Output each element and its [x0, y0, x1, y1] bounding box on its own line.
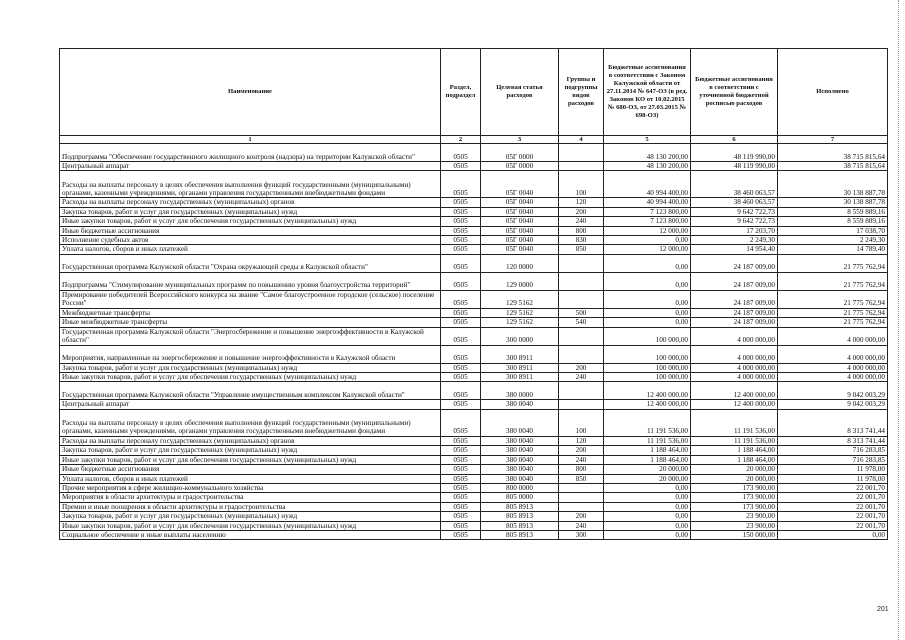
cell-name: Государственная программа Калужской области "Охрана окружающей среды в Калужской области" [60, 254, 441, 272]
header-expense-group: Группы и подгруппы видов расходов [559, 49, 604, 136]
column-number: 6 [691, 136, 778, 144]
table-row [60, 521, 888, 530]
cell-executed: 9 042 003,29 [778, 400, 888, 409]
cell-section: 0505 [441, 493, 481, 502]
cell-name: Закупка товаров, работ и услуг для государственных (муниципальных) нужд [60, 207, 441, 216]
cell-law-allocation: 11 191 536,00 [604, 409, 691, 436]
cell-target-article: 380 0040 [481, 455, 559, 464]
cell-budget-list: 48 119 990,00 [691, 162, 778, 171]
cell-law-allocation: 0,00 [604, 512, 691, 521]
cell-name: Закупка товаров, работ и услуг для государственных (муниципальных) нужд [60, 446, 441, 455]
cell-executed: 38 715 815,64 [778, 162, 888, 171]
cell-budget-list: 1 188 464,00 [691, 455, 778, 464]
cell-name: Расходы на выплаты персоналу в целях обеспечения выполнения функций государственными (муниципальными) органами, казенными учреждениями, органами управления государственными внебюджетными фондами [60, 409, 441, 436]
table-row [60, 245, 888, 254]
budget-table [59, 48, 888, 540]
cell-section: 0505 [441, 345, 481, 363]
cell-name: Премии и иные поощрения в области архитектуры и градостроительства [60, 502, 441, 511]
cell-name: Социальное обеспечение и иные выплаты населению [60, 530, 441, 539]
cell-expense-group: 850 [559, 245, 604, 254]
cell-budget-list: 1 188 464,00 [691, 446, 778, 455]
table-row [60, 409, 888, 436]
cell-executed: 2 249,30 [778, 236, 888, 245]
cell-expense-group [559, 254, 604, 272]
cell-expense-group: 200 [559, 207, 604, 216]
cell-section: 0505 [441, 327, 481, 345]
column-number: 7 [778, 136, 888, 144]
cell-target-article: 805 8913 [481, 521, 559, 530]
cell-budget-list: 24 187 009,00 [691, 290, 778, 308]
cell-executed: 21 775 762,94 [778, 272, 888, 290]
cell-executed: 9 042 003,29 [778, 382, 888, 400]
cell-section: 0505 [441, 318, 481, 327]
cell-law-allocation: 0,00 [604, 483, 691, 492]
header-name: Наименование [60, 49, 441, 136]
cell-section: 0505 [441, 436, 481, 445]
cell-expense-group: 120 [559, 198, 604, 207]
cell-target-article: 380 0040 [481, 436, 559, 445]
table-row [60, 272, 888, 290]
cell-budget-list: 24 187 009,00 [691, 308, 778, 317]
cell-budget-list: 14 954,40 [691, 245, 778, 254]
cell-section: 0505 [441, 144, 481, 162]
cell-expense-group: 240 [559, 217, 604, 226]
cell-name: Расходы на выплаты персоналу в целях обеспечения выполнения функций государственными (муниципальными) органами, казенными учреждениями, органами управления государственными внебюджетными фондами [60, 171, 441, 198]
table-row [60, 400, 888, 409]
cell-budget-list: 38 460 063,57 [691, 198, 778, 207]
cell-name: Расходы на выплаты персоналу государственных (муниципальных) органов [60, 198, 441, 207]
cell-target-article: 300 8911 [481, 345, 559, 363]
cell-expense-group [559, 493, 604, 502]
cell-executed: 21 775 762,94 [778, 318, 888, 327]
cell-section: 0505 [441, 198, 481, 207]
table-row [60, 162, 888, 171]
cell-executed: 4 000 000,00 [778, 363, 888, 372]
cell-executed: 38 715 815,64 [778, 144, 888, 162]
cell-budget-list: 2 249,30 [691, 236, 778, 245]
cell-law-allocation: 20 000,00 [604, 474, 691, 483]
column-number: 5 [604, 136, 691, 144]
column-number: 2 [441, 136, 481, 144]
cell-section: 0505 [441, 171, 481, 198]
cell-target-article: 805 8913 [481, 530, 559, 539]
cell-section: 0505 [441, 474, 481, 483]
cell-law-allocation: 0,00 [604, 290, 691, 308]
cell-name: Центральный аппарат [60, 400, 441, 409]
cell-executed: 716 283,85 [778, 446, 888, 455]
cell-law-allocation: 100 000,00 [604, 363, 691, 372]
cell-executed: 11 978,00 [778, 465, 888, 474]
cell-name: Иные закупки товаров, работ и услуг для обеспечения государственных (муниципальных) нужд [60, 455, 441, 464]
column-number: 4 [559, 136, 604, 144]
cell-law-allocation: 0,00 [604, 530, 691, 539]
cell-target-article: 380 0040 [481, 409, 559, 436]
table-row [60, 363, 888, 372]
cell-target-article: 805 0000 [481, 493, 559, 502]
column-number: 1 [60, 136, 441, 144]
cell-name: Иные межбюджетные трансферты [60, 318, 441, 327]
cell-law-allocation: 48 130 200,00 [604, 162, 691, 171]
table-row [60, 345, 888, 363]
cell-name: Премирование победителей Всероссийского конкурса на звание "Самое благоустроенное городское (сельское) поселение России" [60, 290, 441, 308]
cell-budget-list: 4 000 000,00 [691, 373, 778, 382]
cell-executed: 4 000 000,00 [778, 327, 888, 345]
cell-expense-group: 240 [559, 373, 604, 382]
cell-name: Уплата налогов, сборов и иных платежей [60, 245, 441, 254]
cell-budget-list: 173 900,00 [691, 483, 778, 492]
table-row [60, 217, 888, 226]
cell-name: Подпрограмма "Стимулирование муниципальных программ по повышению уровня благоустройства территорий" [60, 272, 441, 290]
table-row [60, 171, 888, 198]
table-row [60, 198, 888, 207]
cell-expense-group: 500 [559, 308, 604, 317]
cell-law-allocation: 11 191 536,00 [604, 436, 691, 445]
cell-executed: 8 559 889,16 [778, 217, 888, 226]
cell-target-article: 380 0000 [481, 382, 559, 400]
header-target-article: Целевая статья расходов [481, 49, 559, 136]
cell-section: 0505 [441, 308, 481, 317]
table-row [60, 465, 888, 474]
cell-name: Иные закупки товаров, работ и услуг для обеспечения государственных (муниципальных) нужд [60, 217, 441, 226]
header-law-allocations: Бюджетные ассигнования в соответствии с Законом Калужской области от 27.11.2014 № 647-ОЗ (в ред. Законов КО от 10.02.2015 № 680-ОЗ, от 27.03.2015 № 698-ОЗ) [604, 49, 691, 136]
cell-name: Иные бюджетные ассигнования [60, 465, 441, 474]
cell-target-article: 05Г 0040 [481, 198, 559, 207]
cell-budget-list: 24 187 009,00 [691, 272, 778, 290]
cell-law-allocation: 0,00 [604, 493, 691, 502]
cell-section: 0505 [441, 521, 481, 530]
cell-section: 0505 [441, 207, 481, 216]
cell-target-article: 300 8911 [481, 373, 559, 382]
cell-executed: 17 038,70 [778, 226, 888, 235]
table-row [60, 502, 888, 511]
cell-executed: 0,00 [778, 530, 888, 539]
cell-name: Центральный аппарат [60, 162, 441, 171]
cell-expense-group: 800 [559, 226, 604, 235]
cell-target-article: 380 0040 [481, 465, 559, 474]
cell-name: Подпрограмма "Обеспечение государственного жилищного контроля (надзора) на территории Калужской области" [60, 144, 441, 162]
cell-law-allocation: 1 188 464,00 [604, 455, 691, 464]
cell-executed: 716 283,85 [778, 455, 888, 464]
cell-target-article: 805 8913 [481, 502, 559, 511]
cell-budget-list: 11 191 536,00 [691, 436, 778, 445]
cell-executed: 8 559 889,16 [778, 207, 888, 216]
cell-target-article: 05Г 0040 [481, 207, 559, 216]
cell-section: 0505 [441, 272, 481, 290]
cell-name: Прочие мероприятия в сфере жилищно-коммунального хозяйства [60, 483, 441, 492]
cell-budget-list: 12 400 000,00 [691, 382, 778, 400]
cell-name: Исполнение судебных актов [60, 236, 441, 245]
cell-executed: 4 000 000,00 [778, 373, 888, 382]
cell-law-allocation: 12 000,00 [604, 245, 691, 254]
cell-budget-list: 173 900,00 [691, 493, 778, 502]
header-section: Раздел, подраздел [441, 49, 481, 136]
cell-expense-group: 100 [559, 171, 604, 198]
cell-section: 0505 [441, 446, 481, 455]
table-row [60, 382, 888, 400]
cell-section: 0505 [441, 382, 481, 400]
cell-target-article: 300 8911 [481, 363, 559, 372]
cell-target-article: 05Г 0000 [481, 162, 559, 171]
cell-name: Мероприятия, направленные на энергосбережение и повышение энергоэффективности в Калужской области [60, 345, 441, 363]
cell-target-article: 05Г 0040 [481, 245, 559, 254]
cell-name: Иные закупки товаров, работ и услуг для обеспечения государственных (муниципальных) нужд [60, 521, 441, 530]
cell-budget-list: 48 119 990,00 [691, 144, 778, 162]
table-row [60, 530, 888, 539]
cell-law-allocation: 0,00 [604, 308, 691, 317]
cell-executed: 11 978,00 [778, 474, 888, 483]
cell-executed: 22 001,70 [778, 493, 888, 502]
cell-name: Закупка товаров, работ и услуг для государственных (муниципальных) нужд [60, 363, 441, 372]
cell-target-article: 05Г 0040 [481, 171, 559, 198]
cell-name: Мероприятия в области архитектуры и градостроительства [60, 493, 441, 502]
cell-executed: 4 000 000,00 [778, 345, 888, 363]
cell-section: 0505 [441, 483, 481, 492]
cell-budget-list: 38 460 063,57 [691, 171, 778, 198]
cell-expense-group [559, 162, 604, 171]
table-row [60, 236, 888, 245]
cell-target-article: 05Г 0000 [481, 144, 559, 162]
cell-law-allocation: 48 130 200,00 [604, 144, 691, 162]
cell-law-allocation: 100 000,00 [604, 327, 691, 345]
cell-expense-group [559, 400, 604, 409]
cell-budget-list: 12 400 000,00 [691, 400, 778, 409]
column-number-row [60, 136, 888, 144]
table-row [60, 207, 888, 216]
header-budget-list: Бюджетные ассигнования в соответствии с уточненной бюджетной росписью расходов [691, 49, 778, 136]
cell-target-article: 05Г 0040 [481, 217, 559, 226]
table-row [60, 474, 888, 483]
cell-name: Государственная программа Калужской области "Энергосбережение и повышение энергоэффективности в Калужской области" [60, 327, 441, 345]
cell-expense-group [559, 502, 604, 511]
cell-budget-list: 20 000,00 [691, 465, 778, 474]
table-row [60, 144, 888, 162]
cell-budget-list: 9 642 722,73 [691, 217, 778, 226]
cell-budget-list: 20 000,00 [691, 474, 778, 483]
table-row [60, 308, 888, 317]
cell-budget-list: 4 000 000,00 [691, 363, 778, 372]
cell-budget-list: 23 900,00 [691, 521, 778, 530]
cell-executed: 22 001,70 [778, 483, 888, 492]
table-row [60, 493, 888, 502]
cell-section: 0505 [441, 363, 481, 372]
cell-expense-group: 200 [559, 363, 604, 372]
cell-section: 0505 [441, 530, 481, 539]
cell-name: Закупка товаров, работ и услуг для государственных (муниципальных) нужд [60, 512, 441, 521]
cell-section: 0505 [441, 245, 481, 254]
cell-expense-group: 850 [559, 474, 604, 483]
cell-executed: 21 775 762,94 [778, 290, 888, 308]
cell-budget-list: 24 187 009,00 [691, 254, 778, 272]
cell-target-article: 129 5162 [481, 308, 559, 317]
cell-section: 0505 [441, 512, 481, 521]
cell-executed: 22 001,70 [778, 502, 888, 511]
page-edge-line [898, 0, 900, 640]
cell-executed: 30 138 887,78 [778, 171, 888, 198]
cell-section: 0505 [441, 290, 481, 308]
cell-executed: 21 775 762,94 [778, 308, 888, 317]
cell-section: 0505 [441, 409, 481, 436]
cell-target-article: 380 0040 [481, 446, 559, 455]
cell-executed: 8 313 741,44 [778, 436, 888, 445]
cell-expense-group: 200 [559, 512, 604, 521]
table-row [60, 483, 888, 492]
table-row [60, 318, 888, 327]
cell-name: Государственная программа Калужской области "Управление имущественным комплексом Калужской области" [60, 382, 441, 400]
column-number: 3 [481, 136, 559, 144]
cell-law-allocation: 0,00 [604, 254, 691, 272]
cell-budget-list: 17 203,70 [691, 226, 778, 235]
header-executed: Исполнено [778, 49, 888, 136]
cell-section: 0505 [441, 254, 481, 272]
cell-target-article: 05Г 0040 [481, 226, 559, 235]
cell-law-allocation: 7 123 800,00 [604, 217, 691, 226]
table-row [60, 290, 888, 308]
cell-law-allocation: 1 188 464,00 [604, 446, 691, 455]
table-body [60, 144, 888, 540]
table-row [60, 436, 888, 445]
cell-law-allocation: 0,00 [604, 318, 691, 327]
cell-expense-group: 800 [559, 465, 604, 474]
cell-expense-group: 100 [559, 409, 604, 436]
cell-law-allocation: 40 994 400,00 [604, 171, 691, 198]
cell-executed: 22 001,70 [778, 512, 888, 521]
cell-law-allocation: 12 400 000,00 [604, 382, 691, 400]
cell-budget-list: 4 000 000,00 [691, 345, 778, 363]
cell-section: 0505 [441, 400, 481, 409]
cell-law-allocation: 0,00 [604, 502, 691, 511]
cell-target-article: 300 0000 [481, 327, 559, 345]
cell-law-allocation: 0,00 [604, 272, 691, 290]
cell-executed: 14 789,40 [778, 245, 888, 254]
cell-target-article: 380 0040 [481, 400, 559, 409]
cell-name: Уплата налогов, сборов и иных платежей [60, 474, 441, 483]
table-row [60, 254, 888, 272]
cell-budget-list: 11 191 536,00 [691, 409, 778, 436]
cell-law-allocation: 12 400 000,00 [604, 400, 691, 409]
cell-target-article: 05Г 0040 [481, 236, 559, 245]
cell-section: 0505 [441, 502, 481, 511]
budget-sheet [59, 48, 887, 540]
table-row [60, 512, 888, 521]
cell-target-article: 805 8913 [481, 512, 559, 521]
cell-expense-group: 200 [559, 446, 604, 455]
cell-budget-list: 150 000,00 [691, 530, 778, 539]
cell-expense-group: 240 [559, 521, 604, 530]
cell-law-allocation: 7 123 800,00 [604, 207, 691, 216]
cell-section: 0505 [441, 465, 481, 474]
cell-expense-group: 830 [559, 236, 604, 245]
cell-target-article: 120 0000 [481, 254, 559, 272]
cell-executed: 8 313 741,44 [778, 409, 888, 436]
table-row [60, 327, 888, 345]
cell-law-allocation: 20 000,00 [604, 465, 691, 474]
cell-law-allocation: 12 000,00 [604, 226, 691, 235]
cell-section: 0505 [441, 162, 481, 171]
cell-target-article: 380 0040 [481, 474, 559, 483]
cell-expense-group [559, 483, 604, 492]
cell-section: 0505 [441, 236, 481, 245]
cell-target-article: 129 0000 [481, 272, 559, 290]
cell-expense-group [559, 345, 604, 363]
cell-section: 0505 [441, 226, 481, 235]
cell-law-allocation: 0,00 [604, 521, 691, 530]
cell-expense-group [559, 272, 604, 290]
cell-law-allocation: 40 994 400,00 [604, 198, 691, 207]
cell-expense-group: 240 [559, 455, 604, 464]
cell-executed: 30 138 887,78 [778, 198, 888, 207]
table-row [60, 226, 888, 235]
cell-section: 0505 [441, 217, 481, 226]
cell-target-article: 800 0000 [481, 483, 559, 492]
cell-law-allocation: 100 000,00 [604, 345, 691, 363]
cell-budget-list: 24 187 009,00 [691, 318, 778, 327]
cell-executed: 21 775 762,94 [778, 254, 888, 272]
cell-name: Иные закупки товаров, работ и услуг для обеспечения государственных (муниципальных) нужд [60, 373, 441, 382]
cell-name: Иные бюджетные ассигнования [60, 226, 441, 235]
cell-budget-list: 23 900,00 [691, 512, 778, 521]
cell-expense-group: 540 [559, 318, 604, 327]
cell-name: Расходы на выплаты персоналу государственных (муниципальных) органов [60, 436, 441, 445]
page-number: 201 [877, 606, 889, 613]
cell-target-article: 129 5162 [481, 290, 559, 308]
cell-section: 0505 [441, 373, 481, 382]
cell-law-allocation: 0,00 [604, 236, 691, 245]
cell-target-article: 129 5162 [481, 318, 559, 327]
cell-executed: 22 001,70 [778, 521, 888, 530]
cell-expense-group: 300 [559, 530, 604, 539]
cell-expense-group [559, 327, 604, 345]
cell-law-allocation: 100 000,00 [604, 373, 691, 382]
table-row [60, 373, 888, 382]
cell-expense-group: 120 [559, 436, 604, 445]
cell-expense-group [559, 144, 604, 162]
cell-budget-list: 9 642 722,73 [691, 207, 778, 216]
table-row [60, 455, 888, 464]
cell-name: Межбюджетные трансферты [60, 308, 441, 317]
cell-expense-group [559, 382, 604, 400]
table-row [60, 446, 888, 455]
cell-budget-list: 173 900,00 [691, 502, 778, 511]
cell-section: 0505 [441, 455, 481, 464]
cell-expense-group [559, 290, 604, 308]
cell-budget-list: 4 000 000,00 [691, 327, 778, 345]
